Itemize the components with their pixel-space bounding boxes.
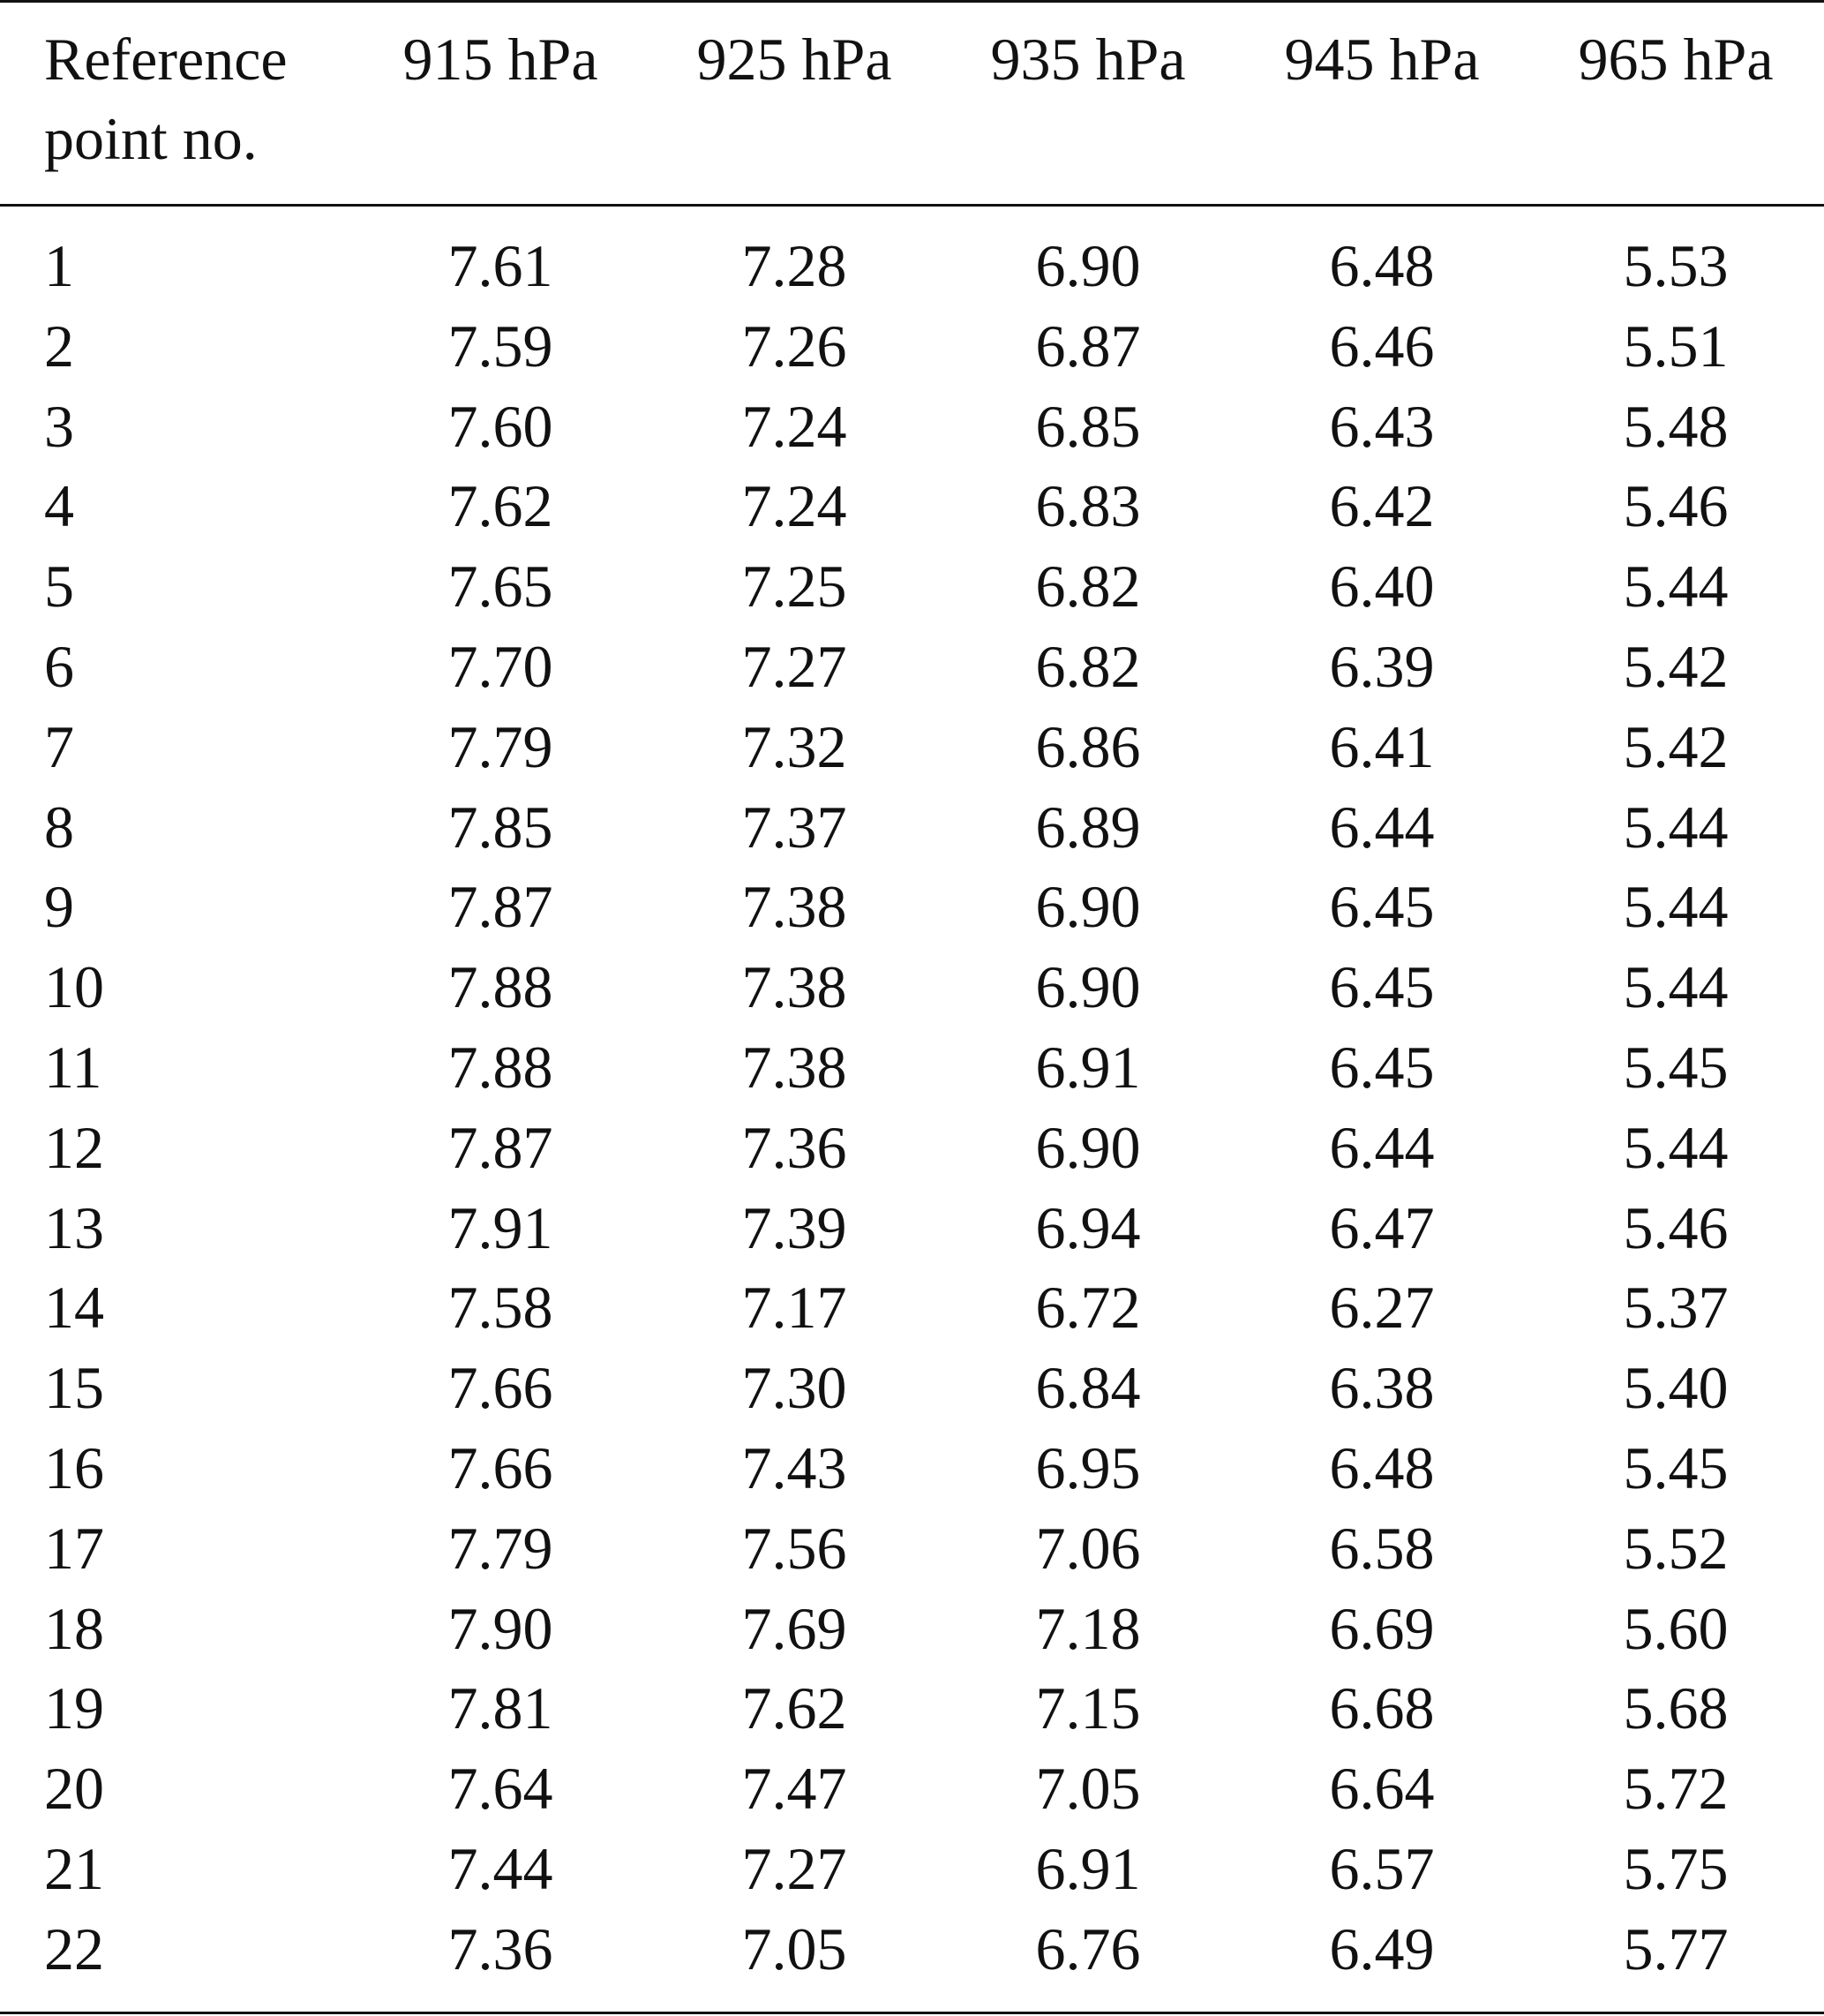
cell-value: 7.28	[741, 232, 847, 299]
cell-value: 7.38	[741, 1034, 847, 1101]
cell-value: 7.37	[741, 793, 847, 861]
cell-value: 7.36	[741, 1113, 847, 1181]
cell-value: 7.90	[447, 1594, 553, 1662]
cell-value: 5.46	[1623, 472, 1729, 540]
cell-value: 6.89	[1035, 793, 1141, 861]
cell-value: 7.61	[447, 232, 553, 299]
cell-value: 5.45	[1623, 1434, 1729, 1501]
cell-value: 7.17	[741, 1274, 847, 1342]
cell-value: 7.43	[741, 1434, 847, 1501]
cell-value: 6.90	[1035, 232, 1141, 299]
cell-value: 7.24	[741, 392, 847, 460]
cell-value: 7.79	[447, 712, 553, 780]
cell-value: 7.26	[741, 312, 847, 380]
cell-value: 6.40	[1329, 553, 1435, 621]
cell-value: 5.51	[1623, 312, 1729, 380]
cell-value: 6.68	[1329, 1674, 1435, 1742]
cell-value: 6.69	[1329, 1594, 1435, 1662]
cell-value: 6.82	[1035, 633, 1141, 700]
cell-value: 6.76	[1035, 1914, 1141, 1982]
cell-reference-point: 8	[44, 793, 74, 861]
cell-value: 7.15	[1035, 1674, 1141, 1742]
header-965-hpa: 965 hPa	[1578, 26, 1774, 93]
cell-value: 7.36	[447, 1914, 553, 1982]
cell-value: 5.44	[1623, 1113, 1729, 1181]
cell-reference-point: 6	[44, 633, 74, 700]
cell-value: 5.44	[1623, 553, 1729, 621]
cell-reference-point: 2	[44, 312, 74, 380]
cell-value: 6.64	[1329, 1755, 1435, 1823]
cell-value: 7.32	[741, 712, 847, 780]
cell-value: 6.48	[1329, 232, 1435, 299]
cell-value: 5.52	[1623, 1514, 1729, 1582]
cell-value: 7.39	[741, 1193, 847, 1261]
cell-reference-point: 10	[44, 953, 104, 1021]
cell-reference-point: 11	[44, 1034, 102, 1101]
cell-value: 5.45	[1623, 1034, 1729, 1101]
table-header-rule	[0, 204, 1824, 207]
cell-value: 7.27	[741, 633, 847, 700]
cell-value: 7.62	[741, 1674, 847, 1742]
cell-value: 5.60	[1623, 1594, 1729, 1662]
cell-value: 5.37	[1623, 1274, 1729, 1342]
cell-reference-point: 1	[44, 232, 74, 299]
cell-reference-point: 17	[44, 1514, 104, 1582]
header-reference-point-line-1: Reference	[44, 26, 288, 93]
cell-value: 7.59	[447, 312, 553, 380]
cell-value: 7.66	[447, 1354, 553, 1422]
table-bottom-rule	[0, 2012, 1824, 2014]
cell-value: 6.94	[1035, 1193, 1141, 1261]
cell-value: 6.90	[1035, 873, 1141, 941]
cell-value: 6.38	[1329, 1354, 1435, 1422]
cell-reference-point: 22	[44, 1914, 104, 1982]
cell-value: 7.88	[447, 1034, 553, 1101]
cell-value: 6.82	[1035, 553, 1141, 621]
cell-value: 7.06	[1035, 1514, 1141, 1582]
cell-reference-point: 19	[44, 1674, 104, 1742]
cell-value: 6.43	[1329, 392, 1435, 460]
cell-value: 7.69	[741, 1594, 847, 1662]
cell-value: 6.84	[1035, 1354, 1141, 1422]
cell-value: 5.42	[1623, 712, 1729, 780]
cell-value: 6.44	[1329, 1113, 1435, 1181]
cell-value: 5.72	[1623, 1755, 1729, 1823]
cell-reference-point: 21	[44, 1835, 104, 1902]
cell-value: 7.64	[447, 1755, 553, 1823]
cell-value: 5.77	[1623, 1914, 1729, 1982]
cell-value: 7.66	[447, 1434, 553, 1501]
cell-value: 5.75	[1623, 1835, 1729, 1902]
cell-reference-point: 4	[44, 472, 74, 540]
cell-value: 7.88	[447, 953, 553, 1021]
cell-value: 6.58	[1329, 1514, 1435, 1582]
cell-value: 5.44	[1623, 793, 1729, 861]
cell-reference-point: 7	[44, 712, 74, 780]
cell-value: 7.79	[447, 1514, 553, 1582]
cell-value: 7.25	[741, 553, 847, 621]
header-945-hpa: 945 hPa	[1284, 26, 1480, 93]
cell-value: 7.56	[741, 1514, 847, 1582]
cell-value: 7.24	[741, 472, 847, 540]
cell-reference-point: 3	[44, 392, 74, 460]
cell-value: 6.49	[1329, 1914, 1435, 1982]
cell-value: 6.47	[1329, 1193, 1435, 1261]
cell-value: 6.45	[1329, 873, 1435, 941]
cell-value: 7.85	[447, 793, 553, 861]
cell-value: 7.30	[741, 1354, 847, 1422]
cell-value: 6.95	[1035, 1434, 1141, 1501]
cell-value: 6.46	[1329, 312, 1435, 380]
cell-value: 5.68	[1623, 1674, 1729, 1742]
cell-value: 7.58	[447, 1274, 553, 1342]
cell-value: 5.42	[1623, 633, 1729, 700]
cell-value: 6.27	[1329, 1274, 1435, 1342]
cell-value: 6.85	[1035, 392, 1141, 460]
cell-value: 6.41	[1329, 712, 1435, 780]
cell-value: 6.72	[1035, 1274, 1141, 1342]
cell-value: 7.87	[447, 1113, 553, 1181]
cell-value: 5.44	[1623, 873, 1729, 941]
cell-value: 6.90	[1035, 1113, 1141, 1181]
table-top-rule	[0, 0, 1824, 3]
cell-value: 7.38	[741, 873, 847, 941]
cell-value: 6.86	[1035, 712, 1141, 780]
cell-value: 7.27	[741, 1835, 847, 1902]
cell-reference-point: 18	[44, 1594, 104, 1662]
cell-value: 6.90	[1035, 953, 1141, 1021]
cell-value: 7.81	[447, 1674, 553, 1742]
cell-value: 5.46	[1623, 1193, 1729, 1261]
cell-reference-point: 13	[44, 1193, 104, 1261]
cell-value: 7.62	[447, 472, 553, 540]
cell-value: 6.45	[1329, 953, 1435, 1021]
cell-value: 6.57	[1329, 1835, 1435, 1902]
cell-value: 7.05	[741, 1914, 847, 1982]
cell-reference-point: 14	[44, 1274, 104, 1342]
cell-value: 5.48	[1623, 392, 1729, 460]
cell-value: 7.38	[741, 953, 847, 1021]
cell-value: 6.42	[1329, 472, 1435, 540]
header-925-hpa: 925 hPa	[696, 26, 892, 93]
header-915-hpa: 915 hPa	[402, 26, 598, 93]
header-reference-point	[44, 19, 288, 178]
cell-value: 7.65	[447, 553, 553, 621]
cell-value: 6.91	[1035, 1835, 1141, 1902]
cell-reference-point: 9	[44, 873, 74, 941]
cell-value: 6.91	[1035, 1034, 1141, 1101]
cell-value: 7.18	[1035, 1594, 1141, 1662]
cell-value: 7.44	[447, 1835, 553, 1902]
cell-value: 6.48	[1329, 1434, 1435, 1501]
cell-value: 7.87	[447, 873, 553, 941]
cell-value: 7.91	[447, 1193, 553, 1261]
cell-value: 7.60	[447, 392, 553, 460]
cell-reference-point: 15	[44, 1354, 104, 1422]
cell-value: 7.47	[741, 1755, 847, 1823]
cell-value: 5.53	[1623, 232, 1729, 299]
cell-value: 5.44	[1623, 953, 1729, 1021]
cell-reference-point: 12	[44, 1113, 104, 1181]
cell-value: 6.83	[1035, 472, 1141, 540]
header-reference-point-line-2: point no.	[44, 105, 258, 172]
cell-value: 5.40	[1623, 1354, 1729, 1422]
cell-value: 6.87	[1035, 312, 1141, 380]
cell-value: 6.39	[1329, 633, 1435, 700]
cell-value: 6.45	[1329, 1034, 1435, 1101]
cell-value: 7.70	[447, 633, 553, 700]
cell-reference-point: 20	[44, 1755, 104, 1823]
cell-reference-point: 5	[44, 553, 74, 621]
cell-reference-point: 16	[44, 1434, 104, 1501]
cell-value: 7.05	[1035, 1755, 1141, 1823]
cell-value: 6.44	[1329, 793, 1435, 861]
header-935-hpa: 935 hPa	[990, 26, 1186, 93]
